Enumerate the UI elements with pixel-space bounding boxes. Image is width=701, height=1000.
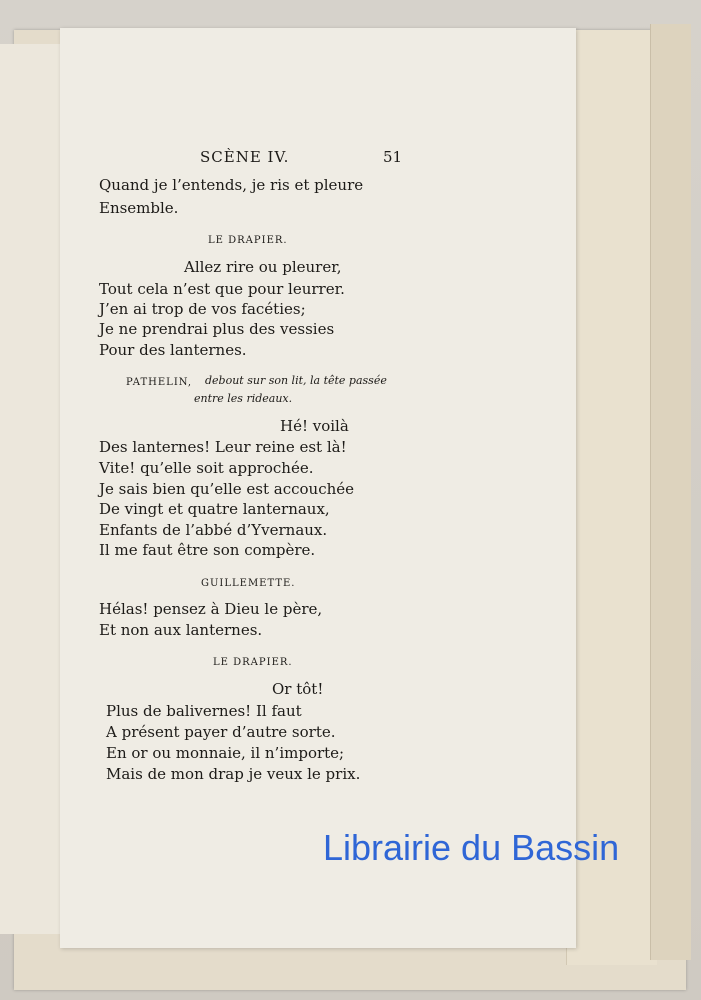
verse-line: Pour des lanternes. [99,341,247,359]
verse-line: Enfants de l’abbé d’Yvernaux. [99,521,328,539]
verse-line: Plus de balivernes! Il faut [106,702,302,720]
watermark-text: Librairie du Bassin [323,827,620,868]
verse-line: Et non aux lanternes. [99,621,263,639]
page-header-title: SCÈNE IV. [200,148,290,166]
stage-direction: entre les rideaux. [194,392,293,405]
left-page-edge [0,44,63,934]
verse-line: Tout cela n’est que pour leurrer. [99,280,345,298]
verse-line: Allez rire ou pleurer, [184,258,342,276]
speaker-name: LE DRAPIER. [208,235,288,246]
stage-direction: debout sur son lit, la tête passée [205,374,387,387]
verse-line: A présent payer d’autre sorte. [106,723,336,741]
verse-line: Quand je l’entends, je ris et pleure [99,176,364,194]
speaker-name: LE DRAPIER. [213,657,293,668]
right-page-edge [566,30,657,965]
verse-line: Ensemble. [99,199,179,217]
speaker-name: PATHELIN, [126,377,193,388]
verse-line: Il me faut être son compère. [99,541,316,559]
verse-line: Mais de mon drap je veux le prix. [106,765,361,783]
verse-line: De vingt et quatre lanternaux, [99,500,330,518]
verse-line: Hélas! pensez à Dieu le père, [99,600,323,618]
verse-line: En or ou monnaie, il n’importe; [106,744,345,762]
verse-line: Des lanternes! Leur reine est là! [99,438,347,456]
verse-line: Je sais bien qu’elle est accouchée [99,480,355,498]
speaker-name: GUILLEMETTE. [201,578,296,589]
verse-line: Or tôt! [272,680,324,698]
page-number: 51 [383,148,403,166]
cover-edge [650,24,691,960]
verse-line: Hé! voilà [280,417,349,435]
verse-line: Je ne prendrai plus des vessies [99,320,335,338]
verse-line: Vite! qu’elle soit approchée. [99,459,314,477]
verse-line: J’en ai trop de vos facéties; [99,300,306,318]
